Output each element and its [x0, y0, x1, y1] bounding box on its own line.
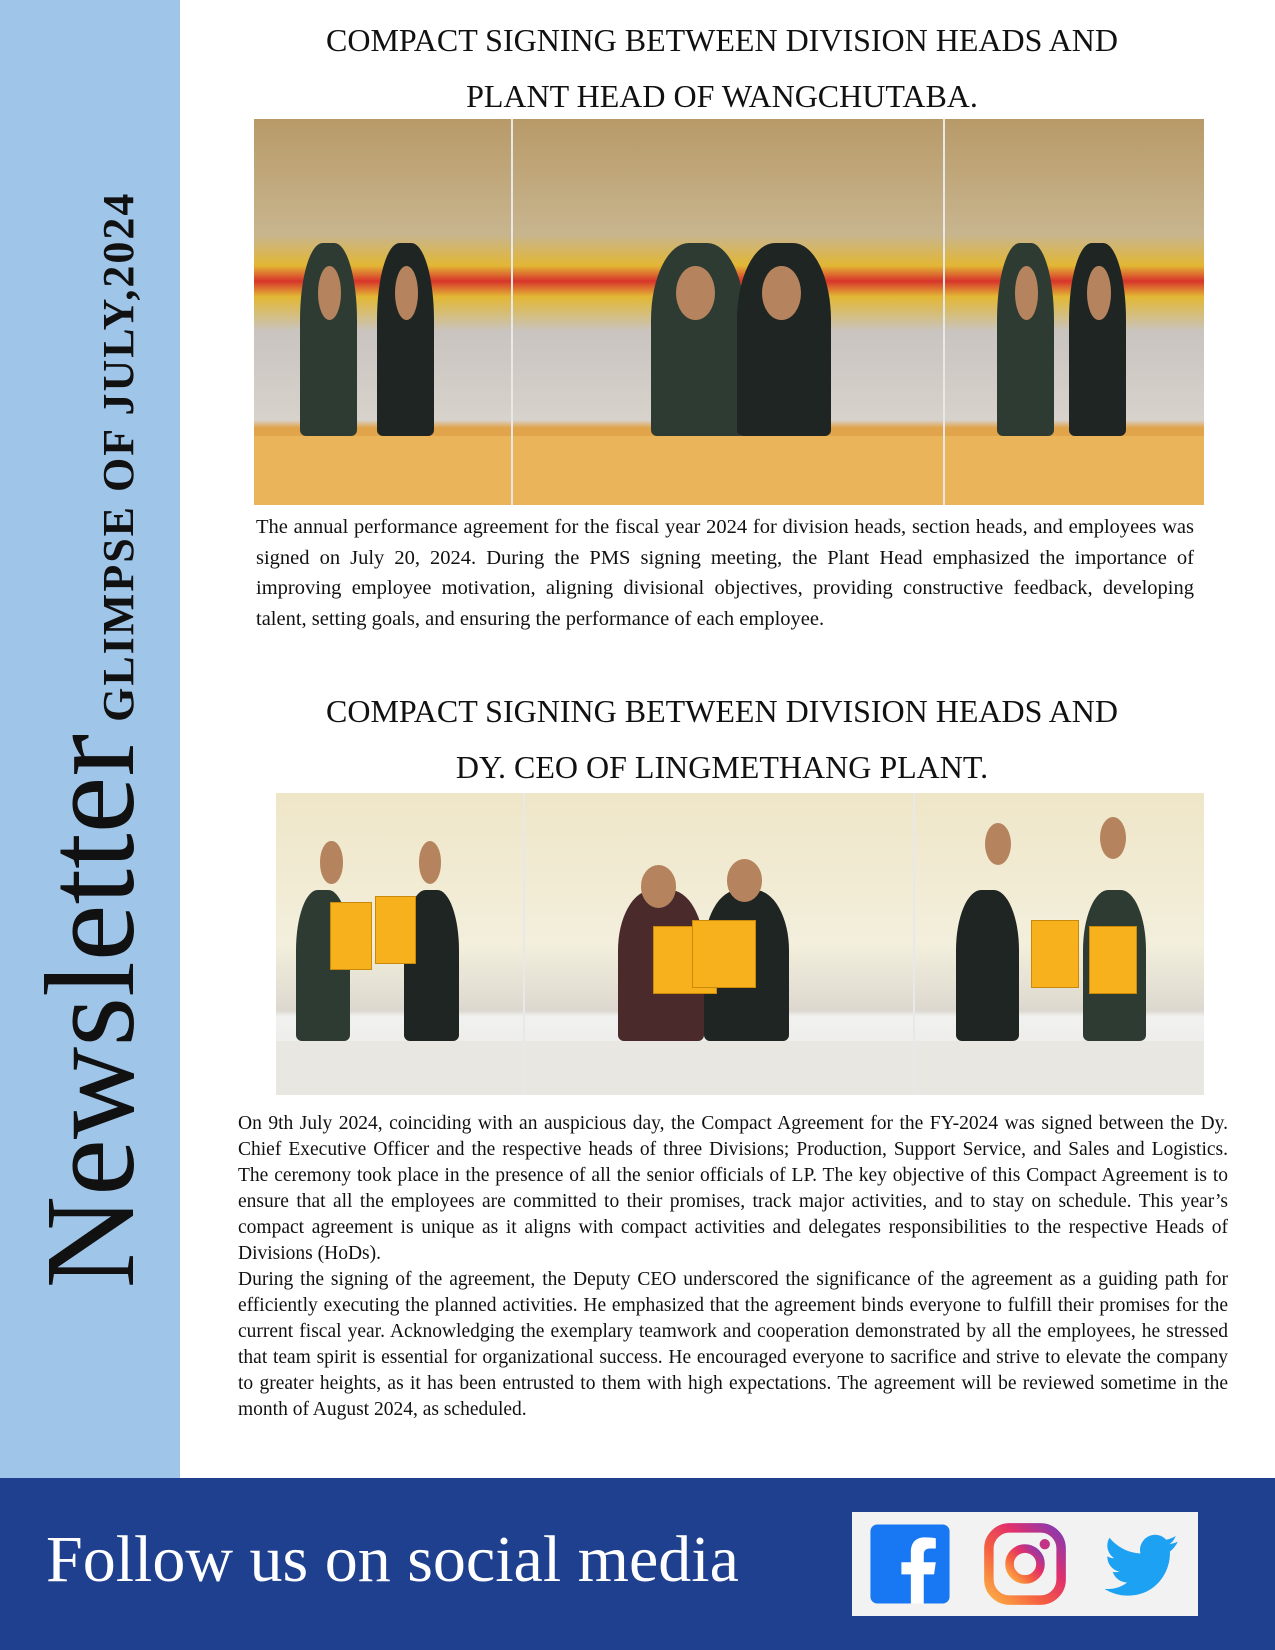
section1-photo-2	[513, 119, 945, 505]
section2-paragraph-1: On 9th July 2024, coinciding with an auspicious day, the Compact Agreement for the FY-2024 was signed between the Dy. Chief Executive Officer and the respective heads of three Divisions; Production, Support Service, and Sales and Logistics. The ceremony took place in the presence of all the senior officials of LP. The key objective of this Compact Agreement is to ensure that all the employees are committed to their promises, track major activities, and to stay on schedule. This year’s compact agreement is unique as it aligns with compact activities and delegates responsibilities to the respective Heads of Divisions (HoDs).	[238, 1113, 1228, 1264]
person-head	[1015, 266, 1038, 320]
section2-body	[238, 1111, 1228, 1423]
desk	[945, 436, 1204, 505]
section1-heading-line2: PLANT HEAD OF WANGCHUTABA.	[466, 78, 978, 114]
instagram-icon[interactable]	[982, 1521, 1068, 1607]
section2-heading-line1: COMPACT SIGNING BETWEEN DIVISION HEADS AND	[325, 693, 1118, 729]
folder	[1089, 926, 1137, 994]
desk	[513, 436, 943, 505]
person-figure	[956, 890, 1020, 1041]
section1-heading-line1: COMPACT SIGNING BETWEEN DIVISION HEADS AND	[325, 22, 1118, 58]
section2-photo-3	[915, 793, 1204, 1095]
person-head	[641, 865, 676, 907]
person-head	[1100, 817, 1126, 859]
section1-photo-3	[945, 119, 1204, 505]
person-head	[1087, 266, 1110, 320]
desk	[525, 1041, 913, 1095]
section1-photo-1	[254, 119, 513, 505]
person-head	[985, 823, 1011, 865]
folder	[375, 896, 417, 964]
section2-photo-2	[525, 793, 915, 1095]
newsletter-subtitle: GLIMPSE OF JULY,2024	[94, 191, 143, 722]
section1-photo-collage	[254, 119, 1204, 505]
section2-heading	[222, 683, 1222, 795]
folder	[1031, 920, 1079, 988]
sidebar	[0, 0, 180, 1478]
section2-heading-line2: DY. CEO OF LINGMETHANG PLANT.	[455, 749, 989, 785]
twitter-icon[interactable]	[1097, 1521, 1183, 1607]
section1-heading	[222, 12, 1222, 124]
section2-paragraph-2: During the signing of the agreement, the Deputy CEO underscored the significance of the agreement as a guiding path for efficiently executing the planned activities. He emphasized that the agreement binds everyone to fulfill their promises for the current fiscal year. Acknowledging the exemplary teamwork and cooperation demonstrated by all the employees, he stressed that team spirit is essential for organizational success. He encouraged everyone to sacrifice and strive to elevate the company to greater heights, as it has been entrusted to them with high expectations. The agreement will be reviewed sometime in the month of August 2024, as scheduled.	[238, 1269, 1228, 1420]
person-head	[727, 859, 762, 901]
desk	[915, 1041, 1204, 1095]
section2-photo-1	[276, 793, 525, 1095]
desk	[254, 436, 511, 505]
section1-paragraph: The annual performance agreement for the fiscal year 2024 for division heads, section heads, and employees was signed on July 20, 2024. During the PMS signing meeting, the Plant Head emphasized the importance of improving employee motivation, aligning divisional objectives, providing constructive feedback, developing talent, setting goals, and ensuring the performance of each employee.	[256, 516, 1194, 630]
facebook-icon[interactable]	[867, 1521, 953, 1607]
person-head	[320, 841, 342, 883]
folder	[330, 902, 372, 970]
desk	[276, 1041, 523, 1095]
person-head	[762, 266, 801, 320]
social-icons	[852, 1512, 1198, 1616]
sidebar-title	[19, 191, 161, 1289]
folder	[692, 920, 756, 988]
newsletter-title: Newsletter	[19, 733, 161, 1289]
person-head	[419, 841, 441, 883]
follow-us-text: Follow us on social media	[46, 1523, 739, 1596]
person-head	[676, 266, 715, 320]
footer-bar	[0, 1478, 1275, 1650]
section2-photo-collage	[276, 793, 1204, 1095]
